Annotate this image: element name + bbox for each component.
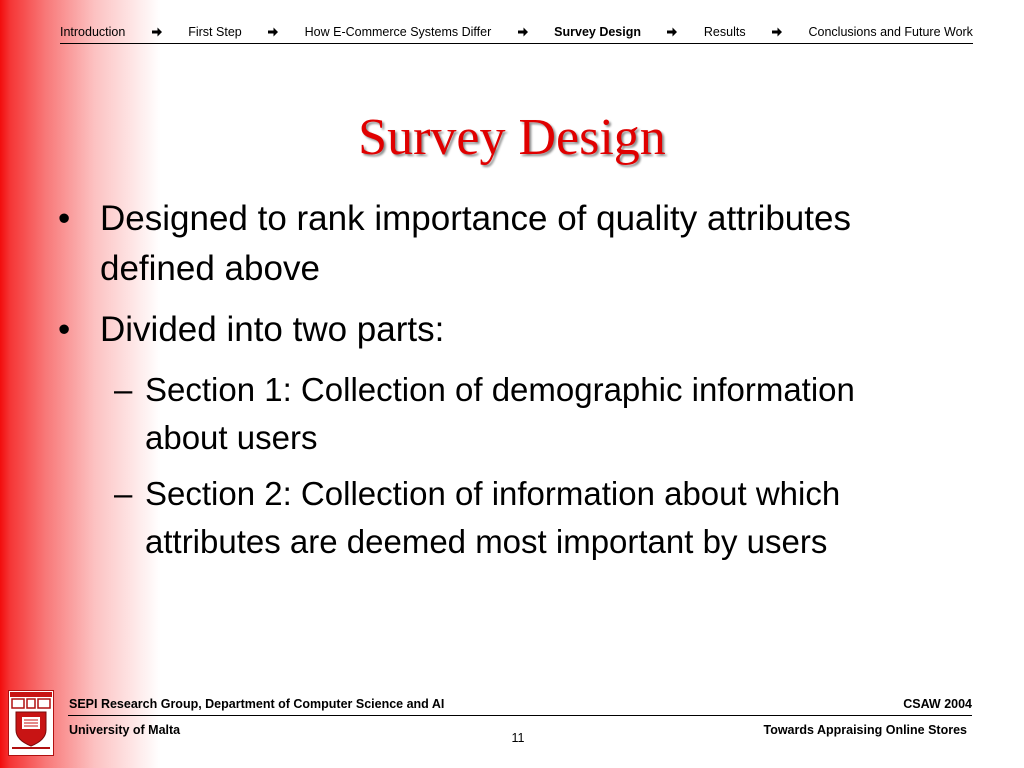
bullet-mark: • [58, 310, 71, 349]
nav-ecommerce-differ[interactable]: How E-Commerce Systems Differ [304, 25, 492, 39]
arrow-right-icon [771, 26, 783, 38]
nav-results[interactable]: Results [703, 25, 746, 39]
slide-title: Survey Design [358, 109, 666, 166]
subbullet-mark: – [114, 475, 133, 512]
university-crest-icon [8, 690, 54, 756]
subbullet-item [114, 470, 958, 566]
nav-first-step[interactable]: First Step [188, 25, 242, 39]
arrow-right-icon [517, 26, 529, 38]
footer-research-group: SEPI Research Group, Department of Computer Science and AI [69, 697, 445, 711]
subbullet-mark: – [114, 371, 133, 408]
bullet-text: Designed to rank importance of quality attributes defined above [100, 199, 851, 288]
nav-survey-design[interactable]: Survey Design [554, 25, 641, 39]
footer-event: CSAW 2004 [903, 697, 972, 711]
subbullet-item [114, 366, 958, 462]
footer-talk-title: Towards Appraising Online Stores [763, 723, 967, 737]
footer-university: University of Malta [69, 723, 181, 737]
nav-introduction[interactable]: Introduction [60, 25, 126, 39]
bullet-item [58, 194, 958, 294]
subbullet-text: Section 1: Collection of demographic information about users [145, 371, 855, 456]
subbullet-text: Section 2: Collection of information about which attributes are deemed most important by users [145, 475, 841, 560]
nav-conclusions[interactable]: Conclusions and Future Work [808, 25, 973, 39]
arrow-right-icon [666, 26, 678, 38]
bullet-text: Divided into two parts: [100, 310, 445, 349]
arrow-right-icon [267, 26, 279, 38]
breadcrumb-nav [60, 21, 973, 44]
bullet-mark: • [58, 199, 71, 238]
footer-divider [68, 715, 972, 716]
bullet-item [58, 305, 958, 355]
arrow-right-icon [151, 26, 163, 38]
slide-content [58, 194, 958, 574]
page-number: 11 [511, 731, 525, 745]
